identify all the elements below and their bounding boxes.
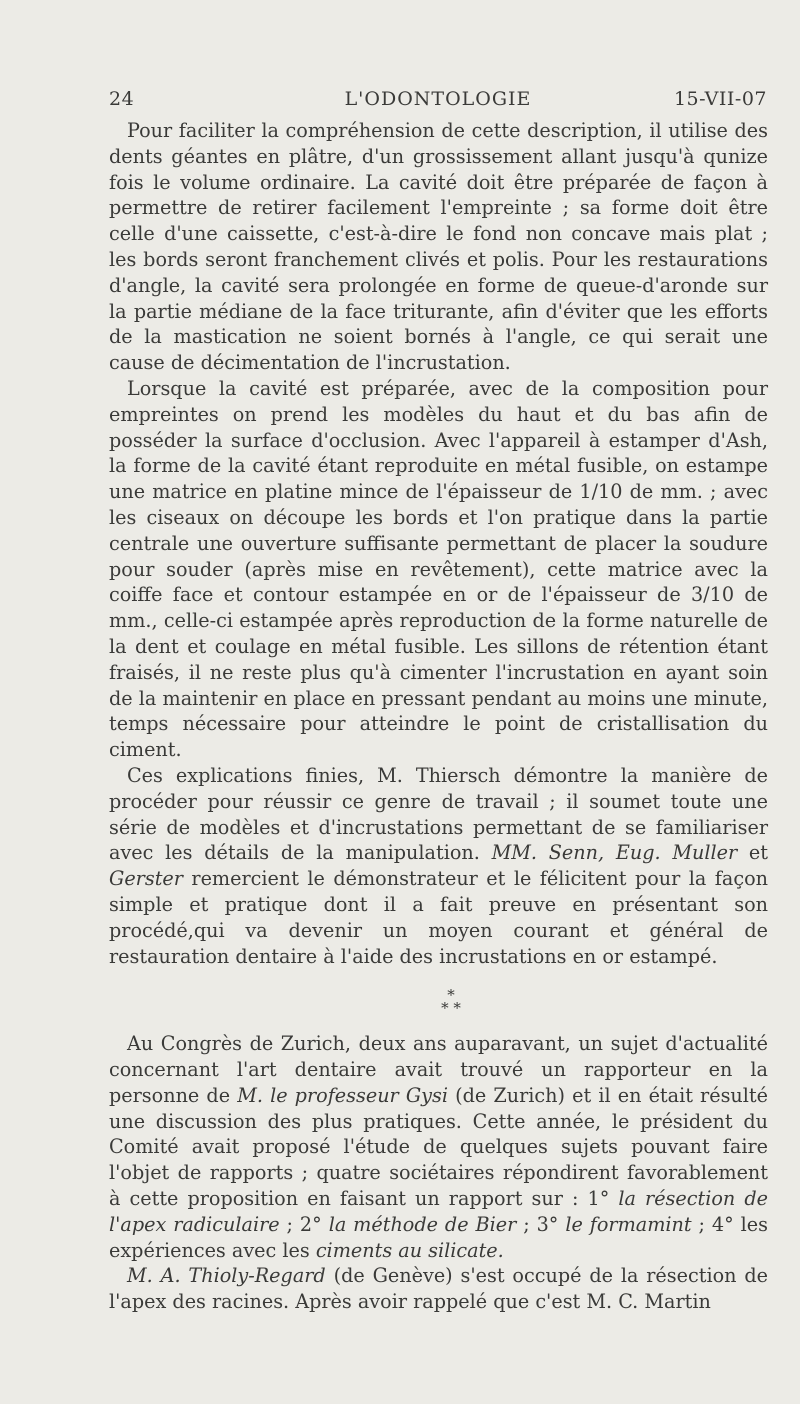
issue-date: 15-VII-07 bbox=[673, 88, 767, 110]
paragraph-5 bbox=[109, 1263, 768, 1315]
paragraph-4-topic-4: ciments au silicate. bbox=[315, 1238, 504, 1262]
paragraph-5-name: M. A. Thioly-Regard bbox=[127, 1264, 326, 1288]
journal-title: L'ODONTOLOGIE bbox=[344, 88, 532, 110]
asterism-divider bbox=[109, 986, 768, 1018]
paragraph-5-text: (de Genève) s'est occupé de la résection de l'apex des racines. Après avoir rappelé que c'est M. C. Martin bbox=[109, 1264, 768, 1314]
paragraph-4-gysi: M. le professeur Gysi bbox=[237, 1083, 449, 1107]
paragraph-4-text-b: (de Zurich) et il en était résulté une discussion des plus pratiques. Cette année, le président du Comité avait proposé l'étude de quelques sujets pouvant faire l'objet de rapports ; quatre sociétaires répondirent favorablement à cette proposition en faisant un rapport sur : 1° bbox=[109, 1083, 768, 1211]
paragraph-4-text-c: ; 2° bbox=[286, 1212, 322, 1236]
paragraph-4-text-a: Au Congrès de Zurich, deux ans auparavant, un sujet d'actualité concernant l'art dentaire avait trouvé un rapporteur en la personne de bbox=[109, 1032, 768, 1107]
paragraph-4-topic-1: la résection de l'apex radiculaire bbox=[109, 1187, 768, 1236]
paragraph-3-text-a: Ces explications finies, M. Thiersch démontre la manière de procéder pour réussir ce genre de travail ; il soumet toute une série de modèles et d'incrustations permettant de se familiariser avec les détails de la manipulation. bbox=[109, 763, 768, 865]
running-header bbox=[109, 88, 767, 118]
paragraph-3-names: MM. Senn, Eug. Muller bbox=[491, 841, 738, 865]
paragraph-4 bbox=[109, 1031, 768, 1263]
paragraph-3-gerster: Gerster bbox=[109, 867, 183, 891]
asterism-top: * bbox=[447, 986, 455, 1005]
paragraph-3-text-b: remercient le démonstrateur et le félicitent pour la façon simple et pratique dont il a fait preuve en présentant son procédé,qui va devenir un moyen courant et général de restauration dentaire à l'aide des incrustations en or estampé. bbox=[109, 867, 768, 968]
paragraph-3-et: et bbox=[748, 841, 768, 865]
paragraph-4-text-d: ; 3° bbox=[523, 1212, 559, 1236]
paragraph-4-text-e: ; 4° les expériences avec les bbox=[109, 1212, 768, 1262]
asterism-bottom: * * bbox=[441, 999, 461, 1018]
paragraph-2: Lorsque la cavité est préparée, avec de la composition pour empreintes on prend les modèles du haut et du bas afin de posséder la surface d'occlusion. Avec l'appareil à estamper d'Ash, la forme de la cavité étant reproduite en métal fusible, on estampe une matrice en platine mince de l'épaisseur de 1/10 de mm. ; avec les ciseaux on découpe les bords et l'on pratique dans la partie centrale une ouverture suffisante permettant de placer la soudure pour souder (après mise en revêtement), cette matrice avec la coiffe face et contour estampée en or de l'épaisseur de 3/10 de mm., celle-ci estampée après reproduction de la forme naturelle de la dent et coulage en métal fusible. Les sillons de rétention étant fraisés, il ne reste plus qu'à cimenter l'incrustation en ayant soin de la maintenir en place en pressant pendant au moins une minute, temps nécessaire pour atteindre le point de cristallisation du ciment. bbox=[109, 376, 768, 762]
body-text bbox=[109, 118, 768, 1315]
paragraph-1: Pour faciliter la compréhension de cette description, il utilise des dents géantes en plâtre, d'un grossissement allant jusqu'à qunize fois le volume ordinaire. La cavité doit être préparée de façon à permettre de retirer facilement l'empreinte ; sa forme doit être celle d'une caissette, c'est-à-dire le fond non concave mais plat ; les bords seront franchement clivés et polis. Pour les restaurations d'angle, la cavité sera prolongée en forme de queue-d'aronde sur la partie médiane de la face triturante, afin d'éviter que les efforts de la mastication ne soient bornés à l'angle, ce qui serait une cause de décimentation de l'incrustation. bbox=[109, 119, 768, 375]
page-number: 24 bbox=[109, 88, 135, 110]
paragraph-3 bbox=[109, 763, 768, 969]
paragraph-4-topic-3: le formamint bbox=[565, 1212, 692, 1236]
paragraph-4-topic-2: la méthode de Bier bbox=[328, 1212, 517, 1236]
